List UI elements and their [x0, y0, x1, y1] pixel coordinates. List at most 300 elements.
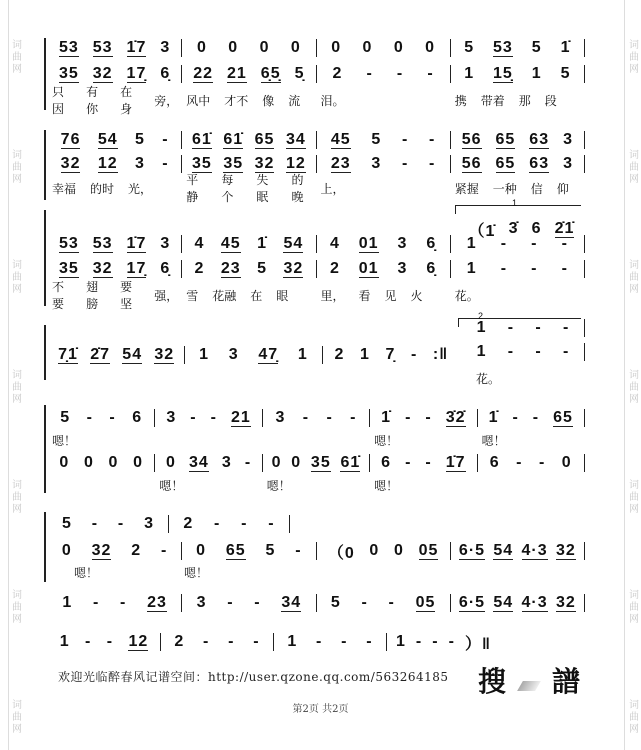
volta-label-1: 1 — [512, 198, 518, 208]
note-group: （0 — [327, 544, 355, 562]
measure — [451, 594, 585, 612]
note-group: 0 — [59, 454, 70, 471]
lyric-syllable: 见 — [384, 288, 397, 303]
measure — [48, 131, 182, 149]
note-group: 1 — [297, 346, 308, 363]
lyric-syllable: 看 — [358, 288, 371, 303]
lyric-measure — [48, 280, 182, 311]
measure — [451, 131, 585, 149]
note-group: 0 — [290, 39, 301, 56]
lyric-measure — [48, 85, 182, 116]
note-group: 61̇ — [223, 130, 244, 148]
note-group: - — [405, 409, 412, 426]
note-group: 6 — [381, 454, 392, 471]
note-group: 54 — [283, 234, 304, 252]
measure — [462, 343, 585, 361]
note-group: 5 — [464, 39, 475, 56]
note-group: 0 — [133, 454, 144, 471]
lyric-measure — [451, 179, 585, 197]
note-group: 5 — [560, 65, 571, 82]
measure — [48, 633, 161, 651]
lyric-syllable: 翅膀 — [86, 280, 99, 311]
note-group: 47̣ — [258, 345, 279, 363]
lyric-syllable: 风中 — [186, 93, 211, 108]
note-group: - — [341, 633, 348, 650]
lyric-measure — [317, 91, 451, 109]
note-group: - — [429, 131, 436, 148]
note-group: 1 — [287, 633, 298, 650]
lyric-syllable: 的时 — [90, 181, 115, 196]
note-group: 0 — [196, 39, 207, 56]
notation-line — [48, 345, 460, 365]
note-group: - — [561, 235, 568, 252]
measure — [370, 409, 477, 427]
note-group: - — [86, 409, 93, 426]
footer-welcome-text: 欢迎光临醉春风记谱空间：http://user.qzone.qq.com/563264185 — [58, 670, 449, 684]
note-group: 32 — [556, 541, 576, 559]
note-group: - — [531, 235, 538, 252]
lyric-measure — [48, 476, 155, 494]
note-group: - — [109, 409, 116, 426]
lyric-syllable: 嗯！ — [74, 565, 99, 580]
lyric-measure — [478, 476, 585, 494]
note-group: 0 — [561, 454, 572, 471]
note-group: - — [535, 319, 542, 336]
lyric-syllable: 失眠 — [256, 173, 269, 204]
note-group: 3 — [563, 155, 573, 172]
note-group: 0 — [61, 542, 72, 559]
note-group: 05 — [418, 541, 439, 559]
note-group: - — [295, 542, 302, 559]
note-group: 5 — [265, 542, 276, 559]
lyric-measure — [182, 286, 316, 304]
note-group: 21 — [230, 408, 251, 426]
note-group: 2 — [332, 65, 343, 82]
logo-left-char: 搜 — [478, 665, 507, 698]
lyric-measure — [263, 431, 370, 449]
measure — [451, 65, 585, 83]
note-group: - — [516, 454, 523, 471]
note-group: 2 — [194, 260, 205, 277]
logo-leaf-icon — [517, 681, 541, 691]
measure — [451, 235, 585, 253]
note-group: - — [402, 155, 409, 172]
note-group: 3 — [371, 155, 382, 172]
note-group: 05 — [415, 593, 436, 611]
lyric-measure — [451, 91, 585, 109]
lyric-measure — [317, 286, 451, 304]
lyrics-line — [48, 475, 585, 495]
note-group: 35 — [192, 154, 212, 172]
note-group: 6 — [489, 454, 500, 471]
notation-line — [462, 342, 585, 362]
lyric-syllable: 强， — [154, 288, 179, 303]
lyric-measure — [70, 563, 180, 581]
note-group: 56 — [461, 130, 482, 148]
note-group: 53 — [92, 38, 113, 56]
measure — [48, 409, 155, 427]
lyric-measure — [182, 91, 316, 109]
note-group: 0 — [271, 454, 282, 471]
notation-line — [48, 259, 585, 279]
lyric-measure — [180, 563, 290, 581]
watermark-text: 词 曲 网 — [629, 370, 639, 405]
measure — [317, 65, 451, 83]
note-group: 65 — [254, 130, 275, 148]
note-group: - — [388, 594, 395, 611]
lyric-measure — [370, 431, 477, 449]
note-group: 21 — [227, 64, 247, 82]
note-group: - — [500, 260, 508, 277]
note-group: 5 — [371, 131, 382, 148]
note-group: 1 — [531, 65, 542, 82]
note-group: 56 — [461, 154, 482, 172]
note-group: 1 — [359, 346, 370, 363]
lyric-syllable: 光， — [128, 181, 153, 196]
lyric-syllable: 嗯！ — [184, 565, 209, 580]
logo-right-char: 譜 — [552, 665, 581, 698]
lyric-syllable: 眼 — [276, 288, 289, 303]
lyric-syllable: 每个 — [221, 173, 234, 204]
measure — [155, 454, 262, 472]
note-group: - — [366, 633, 373, 650]
lyric-syllable: 在身 — [120, 85, 133, 116]
measure — [462, 319, 585, 337]
note-group: 4 — [194, 235, 205, 252]
note-group: 6̣ — [426, 260, 437, 277]
note-group: 01 — [358, 259, 379, 277]
note-group: - — [85, 633, 92, 650]
measure — [317, 155, 451, 173]
lyric-syllable: 火 — [410, 288, 423, 303]
note-group: - — [120, 594, 127, 611]
note-group: 5 — [330, 594, 341, 611]
note-group: 3̇2̇ — [445, 408, 466, 426]
note-group: 3 — [196, 594, 207, 611]
note-group: 35 — [58, 259, 79, 277]
lyric-syllable: 旁， — [154, 93, 179, 108]
note-group: 53 — [58, 234, 79, 252]
measure — [317, 260, 451, 278]
note-group: 1̇ — [381, 409, 392, 426]
measure — [317, 235, 451, 253]
measure — [48, 39, 182, 57]
note-group: 6̣ — [426, 235, 437, 252]
watermark-text: 词 曲 网 — [12, 480, 22, 515]
note-group: - — [562, 343, 570, 360]
note-group: 0 — [393, 542, 404, 559]
note-group: - — [432, 633, 439, 650]
note-group: 4·3 — [521, 593, 548, 611]
lyric-syllable: 才不 — [224, 93, 249, 108]
note-group: 3 — [160, 235, 171, 252]
lyric-measure — [317, 179, 451, 197]
note-group: 0 — [291, 454, 302, 471]
note-group: 0 — [362, 39, 373, 56]
measure — [182, 65, 316, 83]
measure — [161, 633, 274, 651]
watermark-text: 词 曲 网 — [12, 370, 22, 405]
lyric-measure — [48, 179, 182, 197]
lyric-syllable: 嗯！ — [374, 433, 399, 448]
notation-line — [48, 64, 585, 84]
note-group: 6 — [531, 220, 542, 237]
lyric-syllable: 嗯！ — [481, 433, 506, 448]
notation-line — [48, 408, 585, 428]
lyric-syllable: 的晚 — [291, 173, 304, 204]
note-group: - — [512, 409, 519, 426]
notation-line — [48, 130, 585, 150]
system-brace — [44, 130, 46, 200]
measure — [48, 260, 182, 278]
note-group: - — [507, 343, 515, 360]
note-group: 3 — [275, 409, 286, 426]
measure — [48, 542, 182, 560]
note-group: 34 — [188, 453, 209, 471]
lyric-syllable: 带着 — [480, 93, 505, 108]
note-group: 4·3 — [521, 541, 548, 559]
note-group: - — [254, 594, 261, 611]
note-group: 12 — [128, 632, 149, 650]
note-group: 1̇7 — [126, 38, 147, 56]
measure — [155, 409, 262, 427]
note-group: 63 — [529, 130, 550, 148]
system-brace — [44, 38, 46, 110]
note-group: 2 — [131, 542, 142, 559]
lyric-syllable: 要坚 — [120, 280, 133, 311]
note-group: - — [268, 515, 275, 532]
note-group: - — [561, 260, 568, 277]
note-group: - — [316, 633, 323, 650]
note-group: - — [190, 409, 197, 426]
note-group: 2 — [334, 346, 345, 363]
note-group: - — [415, 633, 423, 650]
note-group: - — [162, 155, 169, 172]
note-group: - — [429, 155, 436, 172]
note-group: 34 — [285, 130, 306, 148]
lyric-syllable: 泪。 — [320, 93, 345, 108]
measure — [182, 542, 316, 560]
note-group: 32 — [60, 154, 81, 172]
note-group: 1̇ — [257, 235, 267, 252]
note-group: - — [161, 542, 168, 559]
note-group: - — [535, 343, 542, 360]
note-group: 5 — [134, 131, 145, 148]
note-group: 12 — [285, 154, 306, 172]
note-group: 6̣ — [160, 65, 171, 82]
lyric-syllable: 流 — [288, 93, 301, 108]
note-group: 1 — [59, 633, 70, 650]
measure — [478, 454, 585, 472]
note-group: 1 — [466, 235, 477, 252]
note-group: 0 — [196, 542, 207, 559]
note-group: - — [538, 454, 546, 471]
note-group: 32 — [92, 64, 113, 82]
note-group: - — [350, 409, 357, 426]
note-group: 2̇7 — [90, 345, 111, 363]
lyrics-line — [48, 173, 585, 204]
note-group: 54 — [97, 130, 118, 148]
lyric-syllable: 一种 — [492, 181, 517, 196]
lyrics-line — [70, 562, 290, 582]
note-group: 1̇ — [560, 39, 571, 56]
note-group: - — [92, 594, 100, 611]
lyric-measure — [472, 369, 560, 387]
lyric-syllable: 花融 — [212, 288, 237, 303]
note-group: - — [228, 633, 235, 650]
note-group: 32 — [283, 259, 304, 277]
lyric-measure — [48, 431, 155, 449]
lyric-measure — [451, 286, 585, 304]
note-group: - — [203, 633, 210, 650]
note-group: 23 — [220, 259, 241, 277]
note-group: - — [106, 633, 114, 650]
lyric-syllable: 像 — [262, 93, 275, 108]
note-group: 5̣ — [294, 65, 305, 82]
lyrics-line — [48, 430, 585, 450]
note-group: 1 — [62, 594, 73, 611]
note-group: 0 — [108, 454, 119, 471]
system-brace — [44, 512, 46, 582]
measure — [451, 542, 585, 560]
watermark-text: 词 曲 网 — [629, 700, 639, 735]
note-group: 1 — [396, 633, 406, 650]
note-group: 45 — [220, 234, 241, 252]
note-group: 35 — [310, 453, 331, 471]
note-group: 2 — [329, 260, 340, 277]
note-group: 61̇ — [340, 453, 361, 471]
watermark-text: 词 曲 网 — [12, 40, 22, 75]
note-group: 3 — [228, 346, 239, 363]
note-group: 35 — [223, 154, 244, 172]
note-group: 3 — [563, 131, 573, 148]
notation-line — [48, 453, 585, 473]
lyric-syllable: 那 — [518, 93, 531, 108]
lyric-syllable: 嗯！ — [266, 478, 291, 493]
watermark-text: 词 曲 网 — [629, 260, 639, 295]
note-group: 1 — [476, 319, 487, 336]
measure — [317, 131, 451, 149]
lyric-measure — [370, 476, 477, 494]
note-group: 3 — [397, 260, 408, 277]
note-group: ）‖ — [464, 635, 491, 653]
note-group: - — [532, 409, 540, 426]
note-group: 4 — [329, 235, 340, 252]
system-brace — [44, 405, 46, 493]
lyric-syllable: 在 — [250, 288, 263, 303]
note-group: 3 — [160, 39, 171, 56]
note-group: - — [302, 409, 310, 426]
note-group: 0 — [393, 39, 404, 56]
measure — [317, 594, 451, 612]
note-group: 5 — [60, 409, 71, 426]
note-group: 76 — [60, 130, 81, 148]
note-group: 0 — [83, 454, 94, 471]
note-group: 7̣1̇ — [58, 345, 78, 363]
note-group: 6·5 — [458, 541, 486, 559]
lyric-syllable: 幸福 — [52, 181, 77, 196]
measure — [263, 454, 370, 472]
note-group: 5 — [531, 39, 542, 56]
note-group: 54 — [122, 345, 143, 363]
notation-line — [48, 593, 585, 613]
note-group: 0 — [425, 39, 436, 56]
note-group: - — [410, 346, 418, 363]
note-group: 0 — [228, 39, 239, 56]
note-group: 1 — [466, 260, 477, 277]
note-group: 1 — [464, 65, 475, 82]
note-group: 54 — [493, 541, 514, 559]
lyric-measure — [155, 431, 262, 449]
note-group: 53 — [58, 38, 79, 56]
watermark-text: 词 曲 网 — [12, 260, 22, 295]
measure — [48, 235, 182, 253]
measure — [451, 155, 585, 173]
note-group: - — [326, 409, 333, 426]
note-group: 32 — [154, 345, 175, 363]
lyric-syllable: 信 — [530, 181, 543, 196]
volta-bracket-1 — [455, 205, 581, 214]
note-group: 23 — [330, 154, 351, 172]
lyric-measure — [478, 431, 585, 449]
note-group: 12 — [97, 154, 118, 172]
lyric-syllable: 花。 — [476, 371, 501, 386]
note-group: 17̣ — [126, 259, 147, 277]
note-group: 3̇ — [508, 220, 519, 237]
note-group: 53 — [493, 38, 513, 56]
volta-label-2: 2 — [478, 311, 484, 321]
notation-line — [48, 154, 585, 174]
notation-line — [48, 632, 500, 652]
lyrics-line — [48, 85, 585, 116]
note-group: 17̣ — [126, 64, 147, 82]
note-group: 61̇ — [192, 130, 212, 148]
note-group: 32 — [92, 259, 113, 277]
note-group: 53 — [92, 234, 113, 252]
lyric-syllable: 段 — [544, 93, 557, 108]
note-group: - — [214, 515, 221, 532]
sopu-logo — [478, 660, 580, 700]
watermark-text: 词 曲 网 — [629, 480, 639, 515]
notation-line — [48, 514, 290, 534]
measure — [317, 39, 451, 57]
note-group: 1̇7 — [126, 234, 147, 252]
note-group: 22 — [193, 64, 214, 82]
lyric-syllable: 嗯！ — [52, 433, 77, 448]
note-group: 6·5 — [458, 593, 486, 611]
page-number: 第2页 共2页 — [292, 704, 349, 715]
notation-line — [48, 38, 585, 58]
note-group: 1̇ — [488, 409, 499, 426]
note-group: 23 — [147, 593, 167, 611]
note-group: - — [244, 454, 252, 471]
lyric-syllable: 有你 — [86, 85, 99, 116]
lyric-syllable: 上， — [320, 181, 345, 196]
watermark-text: 词 曲 网 — [12, 150, 22, 185]
note-group: - — [227, 594, 234, 611]
note-group: - — [241, 515, 248, 532]
measure — [478, 409, 585, 427]
right-margin-line — [624, 0, 625, 750]
note-group: 65 — [495, 154, 516, 172]
note-group: 0 — [165, 454, 176, 471]
measure — [323, 346, 460, 364]
measure — [48, 65, 182, 83]
note-group: - — [507, 319, 515, 336]
note-group: - — [531, 260, 538, 277]
lyrics-line — [472, 368, 560, 388]
note-group: 3 — [144, 515, 155, 532]
